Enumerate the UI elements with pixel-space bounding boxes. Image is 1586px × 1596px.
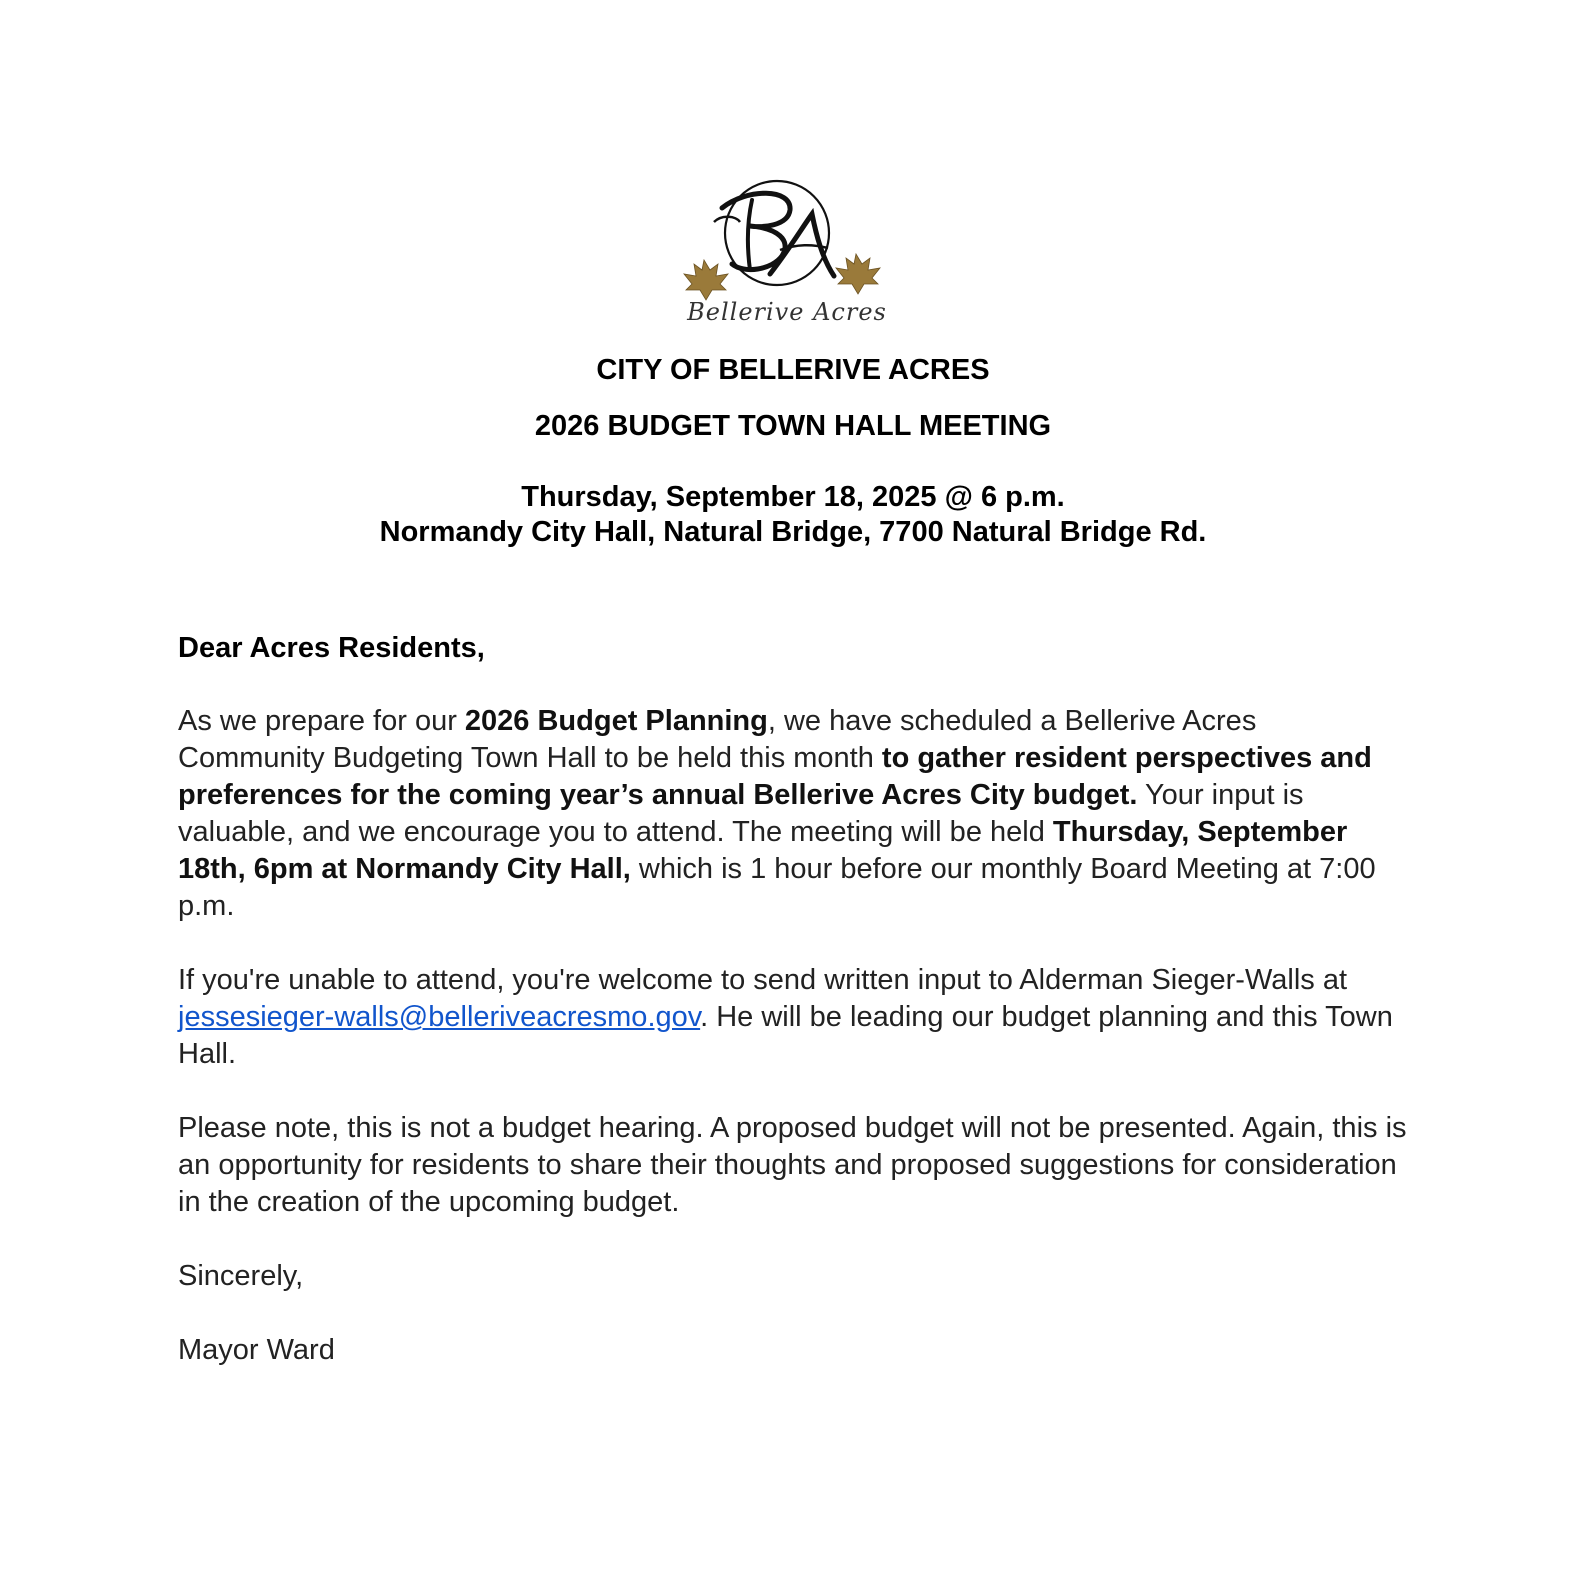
- bellerive-acres-logo-graphic: [652, 178, 922, 330]
- p1-bold-1: 2026 Budget Planning: [464, 705, 768, 737]
- logo-script-text: Bellerive Acres: [687, 298, 887, 326]
- letter-signature: Mayor Ward: [178, 1334, 335, 1366]
- p2-text-1: If you're unable to attend, you're welcome to send written input to Alderman Sieger-Walls at: [178, 964, 1348, 996]
- meeting-datetime: Thursday, September 18, 2025 @ 6 p.m.: [521, 481, 1065, 513]
- p1-text-3: Your input is valuable, and we encourage you to attend. The meeting will be held: [178, 779, 1304, 848]
- city-logo: [652, 178, 922, 330]
- p1-text-1: As we prepare for our: [178, 705, 465, 737]
- paragraph-not-a-hearing: Please note, this is not a budget hearing. A proposed budget will not be presented. Again, this is an opportunity for residents to share their thoughts and proposed suggestions for consideration in the creation of the upcoming budget.: [178, 1112, 1407, 1218]
- alderman-email-link[interactable]: jessesieger-walls@belleriveacresmo.gov: [178, 1001, 701, 1033]
- p1-text-2: , we have scheduled a Bellerive Acres Community Budgeting Town Hall to be held this month: [178, 705, 1257, 774]
- paragraph-written-input: [178, 962, 1408, 1073]
- p2-text-2: . He will be leading our budget planning and this Town Hall.: [178, 1001, 1393, 1070]
- meeting-title-heading: 2026 BUDGET TOWN HALL MEETING: [534, 410, 1052, 442]
- letter-greeting: Dear Acres Residents,: [178, 632, 485, 664]
- meeting-location: Normandy City Hall, Natural Bridge, 7700 Natural Bridge Rd.: [379, 516, 1207, 548]
- p1-text-4: which is 1 hour before our monthly Board Meeting at 7:00 p.m.: [178, 853, 1376, 922]
- paragraph-budget-planning: [178, 703, 1408, 925]
- p1-bold-2: to gather resident perspectives and preferences for the coming year’s annual Bellerive Acres City budget.: [178, 742, 1372, 811]
- p1-bold-3: Thursday, September 18th, 6pm at Normandy City Hall,: [178, 816, 1348, 885]
- city-name-heading: CITY OF BELLERIVE ACRES: [596, 354, 990, 386]
- letter-closing: Sincerely,: [178, 1260, 304, 1292]
